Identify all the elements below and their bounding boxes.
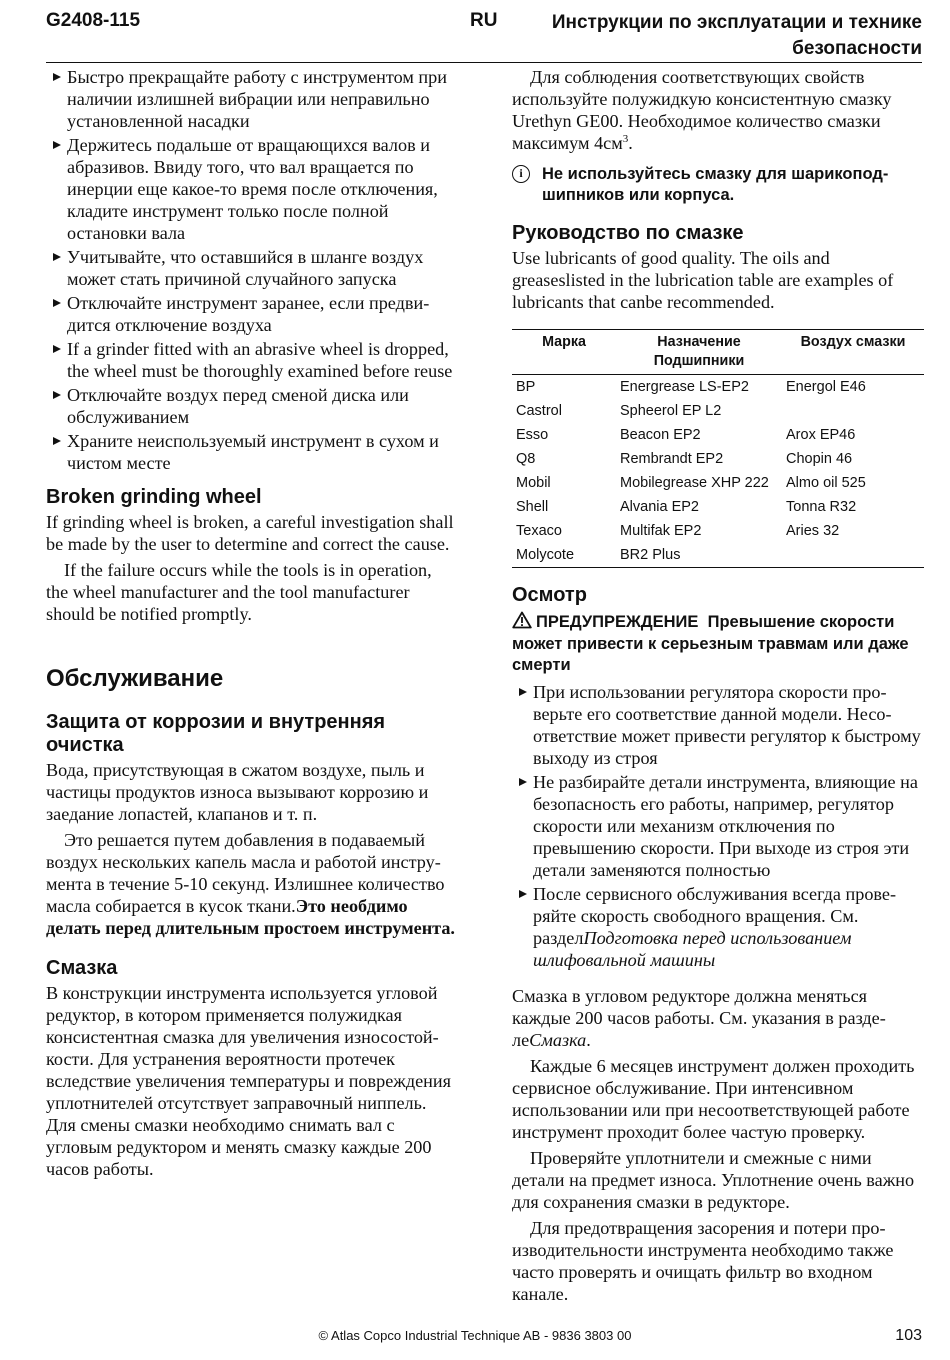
info-note bbox=[512, 164, 924, 206]
right-column bbox=[512, 66, 924, 1305]
lubrication-guide-heading: Руководство по смазке bbox=[512, 222, 744, 244]
table-row bbox=[512, 375, 924, 400]
table-cell: Multifak EP2 bbox=[620, 523, 702, 539]
table-cell: Energrease LS-EP2 bbox=[620, 379, 749, 395]
list-item: Держитесь подальше от вращающихся валов и абразивов. Ввиду того, что вал вращается по инерции еще какое-то время после отключения, кладите инструмент только после полной остановки вала bbox=[46, 134, 458, 244]
table-cell: Mobil bbox=[516, 475, 551, 491]
table-cell: Aries 32 bbox=[786, 523, 840, 539]
info-icon: i bbox=[512, 165, 530, 183]
corrosion-paragraph-1: Вода, присутствующая в сжатом воздухе, пыль и частицы продуктов износа вызывают коррозию и заедание лопастей, клапанов и т. п. bbox=[46, 760, 429, 824]
table-cell bbox=[782, 399, 924, 423]
list-item: Учитывайте, что оставшийся в шланге воздух может стать причиной случайного запуска bbox=[46, 246, 458, 290]
lubrication-heading: Смазка bbox=[46, 957, 118, 979]
grease-intro-end: . bbox=[628, 133, 633, 153]
grease-intro-paragraph bbox=[512, 66, 924, 154]
page-number: 103 bbox=[895, 1327, 922, 1344]
table-cell: BR2 Plus bbox=[620, 547, 681, 563]
table-cell: Chopin 46 bbox=[786, 451, 853, 467]
inspection-bullet-list bbox=[512, 681, 924, 971]
table-cell: Mobilegrease XHP 222 bbox=[620, 475, 769, 491]
corrosion-heading: Защита от коррозии и внутренняя очистка bbox=[46, 711, 386, 756]
corrosion-paragraph-2-text: Это решается путем добавления в подаваемый воздух нескольких капель масла и работой инструмента в течение 5-10 секунд. Излишнее количество масла собирается в кусок ткани. bbox=[46, 830, 445, 916]
warning-text: Превышение скорости может привести к серьезным травмам или даже смерти bbox=[512, 613, 909, 674]
lubrication-paragraph: В конструкции инструмента используется угловой редуктор, в котором применяется полужидкая консистентная смазка для увеличения износостойкости. Для устранения вероятности протечек вследствие увеличения температуры и повреждения уплотнителей отсутствует заправочный ниппель. Для смены смазки необходимо снимать вал с угловым редуктором и менять смазку каждые 200 часов работы. bbox=[46, 983, 452, 1179]
table-row bbox=[512, 399, 924, 423]
list-item: При использовании регулятора скорости проверьте его соответствие данной модели. Несоответствие может привести регулятор к быстрому выходу из строя bbox=[512, 681, 924, 769]
broken-wheel-heading: Broken grinding wheel bbox=[46, 486, 262, 508]
seals-paragraph: Проверяйте уплотнители и смежные с ними детали на предмет износа. Уплотнение очень важно для сохранения смазки в редукторе. bbox=[512, 1147, 915, 1212]
document-code: G2408-115 bbox=[46, 10, 141, 31]
list-item: Отключайте инструмент заранее, если предвидится отключение воздуха bbox=[46, 292, 458, 336]
list-item bbox=[512, 883, 924, 971]
table-row bbox=[512, 447, 924, 471]
table-cell: Shell bbox=[516, 499, 549, 515]
info-note-text: Не используйтесь смазку для шарикоподшипников или корпуса. bbox=[542, 165, 889, 204]
left-column bbox=[46, 66, 458, 1180]
table-cell: Almo oil 525 bbox=[786, 475, 866, 491]
service-interval-paragraph: Каждые 6 месяцев инструмент должен проходить сервисное обслуживание. При интенсивном использовании или при несоответствующей работе инструмент проходит более частую проверку. bbox=[512, 1055, 915, 1142]
list-item: Не разбирайте детали инструмента, влияющие на безопасность его работы, например, регулятор скорости или механизм отключения по превышению скорости. При выходе из строя эти детали заменяются полностью bbox=[512, 771, 924, 881]
table-cell: Texaco bbox=[516, 523, 562, 539]
broken-wheel-paragraph-2: If the failure occurs while the tools is in operation, the wheel manufacturer and the tool manufacturer should be notified promptly. bbox=[46, 560, 432, 624]
inspection-heading: Осмотр bbox=[512, 584, 587, 606]
table-cell: Beacon EP2 bbox=[620, 427, 701, 443]
header-rule bbox=[46, 62, 922, 63]
grease-intro-superscript: 3 bbox=[622, 132, 629, 145]
footer-copyright: © Atlas Copco Industrial Technique AB - 9836 3803 00 bbox=[318, 1328, 632, 1343]
language-code: RU bbox=[470, 10, 498, 31]
table-cell: BP bbox=[516, 379, 536, 395]
table-cell: Energol E46 bbox=[786, 379, 866, 395]
table-header-row bbox=[512, 330, 924, 375]
list-item: Быстро прекращайте работу с инструментом при наличии излишней вибрации или неправильно установленной насадки bbox=[46, 66, 458, 132]
filter-paragraph: Для предотвращения засорения и потери производительности инструмента необходимо также часто проверять и очищать фильтр во входном канале. bbox=[512, 1217, 894, 1304]
table-header-bearings: Назначение Подшипники bbox=[653, 334, 745, 369]
table-cell bbox=[782, 543, 924, 568]
broken-wheel-paragraph-1: If grinding wheel is broken, a careful investigation shall be made by the user to determine and correct the cause. bbox=[46, 512, 454, 554]
table-cell: Q8 bbox=[516, 451, 536, 467]
table-header-brand: Марка bbox=[542, 334, 586, 350]
corrosion-paragraph-2 bbox=[46, 829, 458, 939]
table-row bbox=[512, 495, 924, 519]
gearbox-lube-end: . bbox=[586, 1029, 591, 1050]
grease-intro-text: Для соблюдения соответствующих свойств используйте полужидкую консистентную смазку Urethyn GE00. Необходимое количество смазки максимум 4см bbox=[512, 67, 892, 153]
table-cell: Rembrandt EP2 bbox=[620, 451, 724, 467]
table-row bbox=[512, 471, 924, 495]
gearbox-lube-text: Смазка в угловом редукторе должна меняться каждые 200 часов работы. См. указания в разделе bbox=[512, 985, 886, 1050]
list-item: Храните неиспользуемый инструмент в сухом и чистом месте bbox=[46, 430, 458, 474]
warning-triangle-icon bbox=[512, 611, 532, 629]
table-cell: Tonna R32 bbox=[786, 499, 857, 515]
table-cell: Esso bbox=[516, 427, 549, 443]
safety-bullet-list bbox=[46, 66, 458, 474]
section-reference: Подготовка перед использованием шлифовальной машины bbox=[533, 927, 852, 970]
table-cell: Arox EP46 bbox=[786, 427, 856, 443]
table-cell: Alvania EP2 bbox=[620, 499, 699, 515]
document-title: Инструкции по эксплуатации и технике безопасности bbox=[551, 12, 922, 59]
list-item: If a grinder fitted with an abrasive wheel is dropped, the wheel must be thoroughly examined before reuse bbox=[46, 338, 458, 382]
warning-label: ПРЕДУПРЕЖДЕНИЕ bbox=[536, 613, 699, 631]
corrosion-paragraph-2-bold: Это необдимо делать перед длительным простоем инструмента. bbox=[46, 896, 455, 938]
lube-section-reference: Смазка bbox=[529, 1029, 587, 1050]
lubrication-guide-paragraph: Use lubricants of good quality. The oils and greaseslisted in the lubrication table are examples of lubricants that canbe recommended. bbox=[512, 248, 894, 312]
lubrication-table bbox=[512, 329, 924, 568]
table-row bbox=[512, 423, 924, 447]
table-row bbox=[512, 543, 924, 568]
list-item-text: После сервисного обслуживания всегда проверяйте скорость свободного вращения. См. раздел bbox=[533, 883, 897, 948]
table-row bbox=[512, 519, 924, 543]
table-cell: Castrol bbox=[516, 403, 562, 419]
table-cell: Spheerol EP L2 bbox=[620, 403, 722, 419]
service-heading: Обслуживание bbox=[46, 665, 224, 692]
table-header-air-lube: Воздух смазки bbox=[800, 334, 906, 350]
warning-block bbox=[512, 611, 924, 677]
list-item: Отключайте воздух перед сменой диска или обслуживанием bbox=[46, 384, 458, 428]
table-cell: Molycote bbox=[516, 547, 575, 563]
gearbox-lube-paragraph bbox=[512, 985, 924, 1051]
